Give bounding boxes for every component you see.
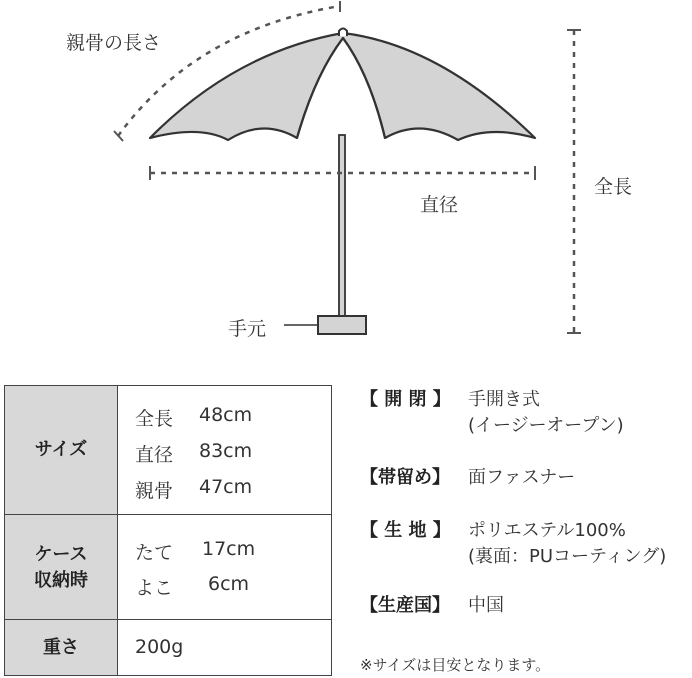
handle-label: 手元 <box>228 318 267 340</box>
size-note: ※サイズは目安となります。 <box>360 656 551 674</box>
diameter-label: 直径 <box>420 194 459 216</box>
table-header-case <box>5 515 118 620</box>
table-values-case <box>118 515 331 620</box>
spec-value-opening: 手開き式 <box>468 389 540 410</box>
spec-value-fabric-detail: (裏面：PUコーティング) <box>468 546 667 567</box>
spec-label-opening: 【 開 閉 】 <box>360 389 451 410</box>
spec-table <box>4 385 332 676</box>
size-total-line <box>135 404 253 431</box>
spec-label-strap: 【帯留め】 <box>360 467 450 488</box>
size-diameter-key: 直径 <box>135 444 174 466</box>
size-rib-value: 47cm <box>199 476 253 498</box>
table-header-weight: 重さ <box>5 620 118 675</box>
umbrella-tip <box>339 29 347 37</box>
umbrella-handle <box>318 316 366 334</box>
umbrella-canopy <box>150 33 535 140</box>
case-height-value: 17cm <box>202 538 256 560</box>
spec-value-opening-detail: (イージーオープン) <box>468 415 624 436</box>
table-row-case <box>5 514 331 620</box>
case-width-line <box>135 573 250 600</box>
size-rib-line <box>135 476 253 503</box>
case-height-key: たて <box>135 542 174 564</box>
table-row-size <box>5 386 331 514</box>
size-total-key: 全長 <box>135 408 174 430</box>
table-header-size: サイズ <box>5 386 118 514</box>
case-height-line <box>135 538 256 565</box>
table-values-weight <box>118 620 331 675</box>
umbrella-shaft <box>339 135 345 317</box>
rib-length-label: 親骨の長さ <box>66 32 162 54</box>
spec-value-fabric: ポリエステル100% <box>468 520 626 541</box>
table-values-size <box>118 386 331 514</box>
size-diameter-line <box>135 440 253 467</box>
table-header-case-line1: ケース <box>34 543 88 565</box>
size-diameter-value: 83cm <box>199 440 253 462</box>
spec-value-strap: 面ファスナー <box>468 467 576 488</box>
spec-label-fabric: 【 生 地 】 <box>360 520 451 541</box>
table-row-weight <box>5 619 331 675</box>
weight-value: 200g <box>135 636 184 658</box>
spec-label-origin: 【生産国】 <box>360 595 450 616</box>
table-header-case-line2: 収納時 <box>34 569 88 591</box>
case-width-value: 6cm <box>208 573 250 595</box>
size-total-value: 48cm <box>199 404 253 426</box>
case-width-key: よこ <box>135 577 174 599</box>
size-rib-key: 親骨 <box>135 480 174 502</box>
total-length-label: 全長 <box>594 176 633 198</box>
spec-value-origin: 中国 <box>468 595 504 616</box>
